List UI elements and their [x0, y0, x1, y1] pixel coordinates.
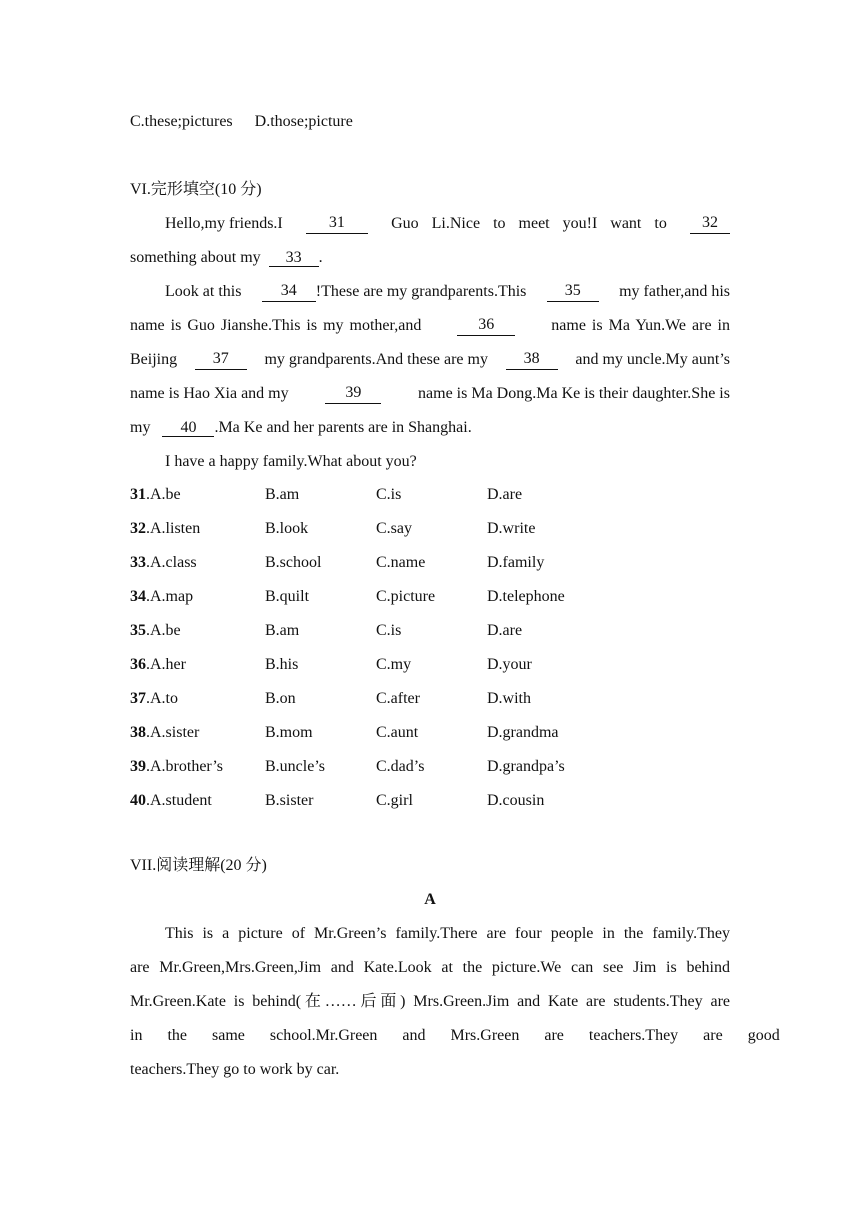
option-d: D.telephone	[487, 588, 565, 605]
option-c: C.these;pictures	[130, 113, 233, 130]
question-number: 40	[130, 792, 146, 809]
part-label: A	[424, 891, 436, 908]
option-a-text: .A.listen	[146, 520, 201, 537]
question-number: 31	[130, 486, 146, 503]
passage-text: something about my	[130, 249, 261, 266]
option-a	[130, 621, 181, 641]
option-a-text: .A.to	[146, 690, 178, 707]
option-b: B.am	[265, 622, 300, 639]
passage-group	[262, 282, 527, 302]
question-number: 34	[130, 588, 146, 605]
passage-text: .Ma Ke and her parents are in Shanghai.	[214, 419, 472, 436]
option-d: D.your	[487, 656, 532, 673]
question-number: 38	[130, 724, 146, 741]
question-number: 39	[130, 758, 146, 775]
question-number: 37	[130, 690, 146, 707]
option-a-text: .A.sister	[146, 724, 200, 741]
option-c: C.after	[376, 690, 420, 707]
passage-text: Look at this	[165, 283, 242, 300]
question-number: 36	[130, 656, 146, 673]
passage-line-8: I have a happy family.What about you?	[165, 453, 417, 470]
passage-text: my father,and his	[619, 283, 730, 300]
option-a-text: .A.be	[146, 486, 181, 503]
option-a-text: .A.her	[146, 656, 186, 673]
passage-text: name is Ma Dong.Ma Ke is their daughter.She is	[418, 385, 730, 402]
option-a-text: .A.be	[146, 622, 181, 639]
passage-text: my	[130, 419, 151, 436]
option-d: D.those;picture	[254, 113, 353, 130]
option-b: B.mom	[265, 724, 313, 741]
passage-text: !These are my grandparents.This	[315, 283, 527, 300]
reading-line-4	[130, 1026, 780, 1046]
option-d: D.are	[487, 622, 523, 639]
option-a-text: .A.map	[146, 588, 194, 605]
option-c: C.name	[376, 554, 426, 571]
reading-text: Mr.Green.Kate is behind(在……后面) Mrs.Green.Jim and Kate are students.They are	[130, 993, 730, 1010]
option-d: D.write	[487, 520, 536, 537]
blank-37: 37	[195, 350, 247, 370]
option-a	[130, 485, 181, 505]
option-c: C.say	[376, 520, 412, 537]
option-b: B.uncle’s	[265, 758, 325, 775]
option-d: D.are	[487, 486, 523, 503]
option-b: B.his	[265, 656, 299, 673]
option-b: B.sister	[265, 792, 314, 809]
option-a	[130, 519, 200, 539]
option-a-text: .A.brother’s	[146, 758, 224, 775]
blank-35: 35	[547, 282, 599, 302]
option-a-text: .A.student	[146, 792, 212, 809]
option-c: C.dad’s	[376, 758, 425, 775]
reading-text: are Mr.Green,Mrs.Green,Jim and Kate.Look at the picture.We can see Jim is behind	[130, 959, 730, 976]
passage-text: Guo Li.Nice to meet you!I want to	[391, 215, 667, 232]
option-b: B.am	[265, 486, 300, 503]
option-a	[130, 553, 197, 573]
reading-line-2	[130, 958, 730, 978]
option-a	[130, 655, 186, 675]
option-d: D.cousin	[487, 792, 545, 809]
option-d: D.with	[487, 690, 531, 707]
passage-text: name is Hao Xia and my	[130, 385, 289, 402]
option-a	[130, 757, 223, 777]
question-number: 33	[130, 554, 146, 571]
passage-text: Hello,my friends.I	[165, 215, 283, 232]
question-number: 35	[130, 622, 146, 639]
option-b: B.quilt	[265, 588, 310, 605]
reading-line-5: teachers.They go to work by car.	[130, 1061, 340, 1078]
blank-31: 31	[306, 214, 368, 234]
previous-question-options	[130, 112, 353, 132]
option-c: C.my	[376, 656, 412, 673]
blank-39: 39	[325, 384, 381, 404]
option-d: D.family	[487, 554, 545, 571]
blank-33: 33	[269, 249, 319, 267]
passage-line-1	[165, 214, 730, 234]
option-d: D.grandpa’s	[487, 758, 565, 775]
blank-38: 38	[506, 350, 558, 370]
option-c: C.picture	[376, 588, 436, 605]
passage-line-5	[130, 350, 730, 370]
option-c: C.girl	[376, 792, 413, 809]
option-a	[130, 689, 178, 709]
option-c: C.is	[376, 486, 402, 503]
passage-text: my grandparents.And these are my	[264, 351, 488, 368]
blank-36: 36	[457, 316, 515, 336]
option-c: C.is	[376, 622, 402, 639]
passage-text: Beijing	[130, 351, 178, 368]
option-c: C.aunt	[376, 724, 419, 741]
reading-text: in the same school.Mr.Green and Mrs.Green are teachers.They are good	[130, 1027, 780, 1044]
passage-text: name is Ma Yun.We are in	[551, 317, 730, 334]
option-a	[130, 587, 193, 607]
question-number: 32	[130, 520, 146, 537]
option-d: D.grandma	[487, 724, 559, 741]
blank-32: 32	[690, 214, 730, 234]
section-7-heading: VII.阅读理解(20 分)	[130, 857, 267, 874]
option-a	[130, 791, 212, 811]
blank-40: 40	[162, 419, 214, 437]
reading-line-1	[165, 924, 730, 944]
section-6-heading: VI.完形填空(10 分)	[130, 181, 262, 198]
reading-line-3	[130, 992, 730, 1012]
passage-line-6	[130, 384, 730, 404]
passage-line-4	[130, 316, 730, 336]
option-a-text: .A.class	[146, 554, 197, 571]
passage-text: name is Guo Jianshe.This is my mother,and	[130, 317, 422, 334]
blank-34: 34	[262, 282, 316, 302]
passage-line-7	[130, 418, 472, 438]
passage-text: and my uncle.My aunt’s	[575, 351, 730, 368]
reading-text: This is a picture of Mr.Green’s family.There are four people in the family.They	[165, 925, 730, 942]
passage-text: .	[318, 249, 323, 266]
option-b: B.on	[265, 690, 296, 707]
passage-line-3	[165, 282, 730, 302]
passage-line-2	[130, 248, 323, 268]
option-b: B.school	[265, 554, 322, 571]
option-b: B.look	[265, 520, 309, 537]
option-a	[130, 723, 199, 743]
